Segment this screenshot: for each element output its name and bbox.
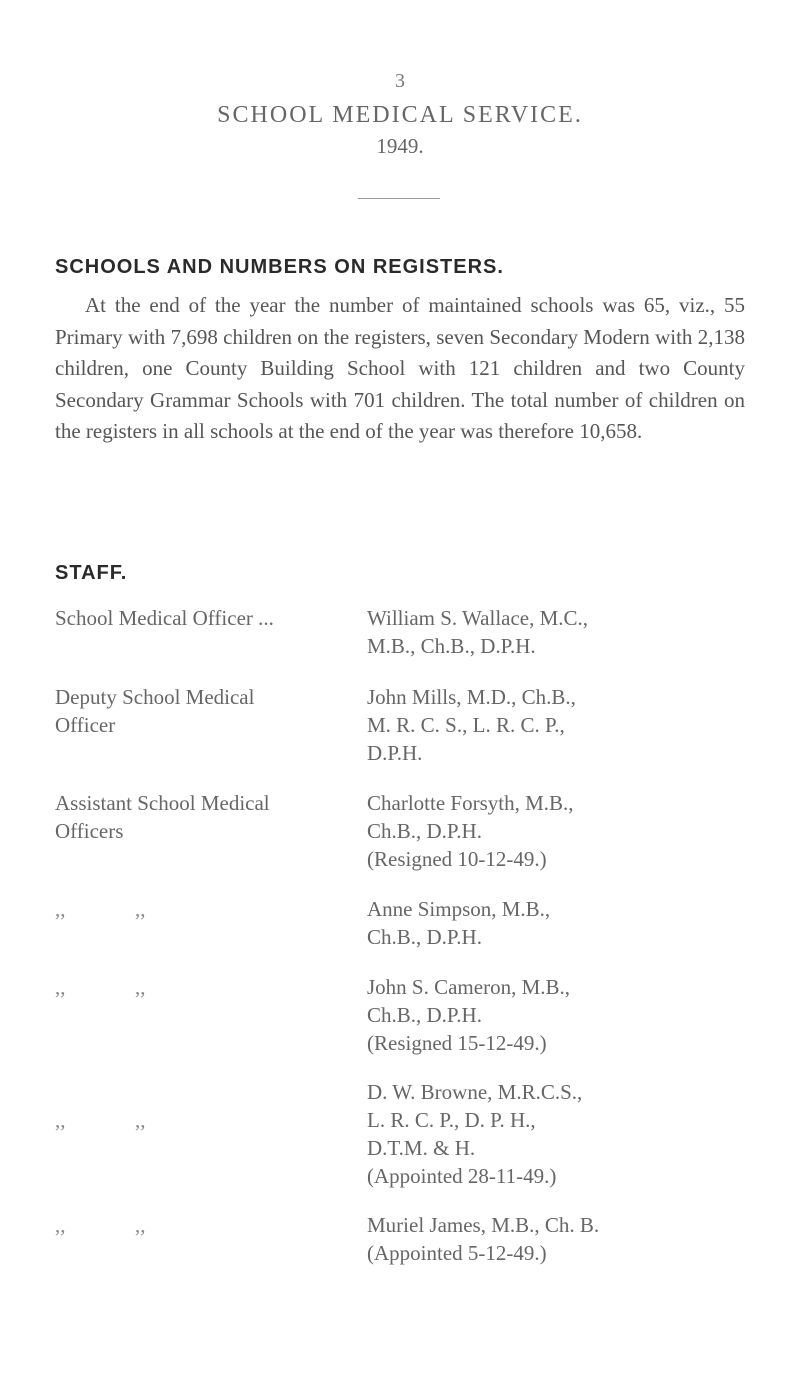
staff-entry-muriel-james: [55, 1211, 755, 1267]
staff-person: [367, 895, 755, 951]
title-divider: [358, 198, 440, 199]
staff-role: [55, 604, 367, 660]
name-line: M.B., Ch.B., D.P.H.: [367, 634, 536, 658]
name-line: D.P.H.: [367, 741, 423, 765]
role-line: Assistant School Medical: [55, 791, 270, 815]
role-line: School Medical Officer ...: [55, 606, 274, 630]
staff-entry-john-cameron: [55, 973, 755, 1057]
role-line: Deputy School Medical: [55, 685, 255, 709]
staff-role: [55, 1078, 367, 1190]
role-line: Officer: [55, 713, 116, 737]
staff-note: (Resigned 15-12-49.): [367, 1031, 547, 1055]
name-line: L. R. C. P., D. P. H.,: [367, 1108, 536, 1132]
ditto-mark: ,,: [135, 1213, 146, 1237]
name-line: Ch.B., D.P.H.: [367, 1003, 482, 1027]
name-line: John S. Cameron, M.B.,: [367, 975, 571, 999]
staff-person: [367, 683, 755, 767]
staff-person: [367, 1211, 755, 1267]
staff-note: (Resigned 10-12-49.): [367, 847, 547, 871]
ditto-mark: ,,: [135, 975, 146, 999]
page-number: 3: [395, 70, 405, 92]
schools-paragraph: At the end of the year the number of maintained schools was 65, viz., 55 Primary with 7,698 children on the registers, seven Secondary Modern with 2,138 children, one County Building School with 121 children and two County Secondary Grammar Schools with 701 children. The total number of children on the registers in all schools at the end of the year was therefore 10,658.: [55, 293, 745, 443]
document-year: 1949.: [376, 134, 424, 158]
staff-note: (Appointed 5-12-49.): [367, 1241, 547, 1265]
staff-entry-deputy-school-medical-officer: [55, 683, 755, 767]
name-line: William S. Wallace, M.C.,: [367, 606, 589, 630]
staff-note: (Appointed 28-11-49.): [367, 1164, 557, 1188]
staff-heading: STAFF.: [55, 562, 128, 584]
staff-entry-assistant-officers: [55, 789, 755, 873]
staff-entry-d-w-browne: [55, 1078, 755, 1190]
name-line: D.T.M. & H.: [367, 1136, 476, 1160]
staff-role: [55, 1211, 367, 1267]
ditto-mark: ,,: [55, 1213, 66, 1237]
document-title: SCHOOL MEDICAL SERVICE.: [217, 102, 583, 128]
name-line: Ch.B., D.P.H.: [367, 819, 482, 843]
name-line: M. R. C. S., L. R. C. P.,: [367, 713, 565, 737]
role-line: Officers: [55, 819, 124, 843]
ditto-marks: [55, 1106, 255, 1134]
staff-person: [367, 789, 755, 873]
staff-role: [55, 973, 367, 1057]
staff-person: [367, 973, 755, 1057]
schools-heading: SCHOOLS AND NUMBERS ON REGISTERS.: [55, 256, 504, 278]
ditto-marks: [55, 973, 255, 1001]
name-line: Ch.B., D.P.H.: [367, 925, 482, 949]
ditto-mark: ,,: [135, 1108, 146, 1132]
staff-entry-school-medical-officer: [55, 604, 755, 660]
ditto-mark: ,,: [135, 897, 146, 921]
name-line: Muriel James, M.B., Ch. B.: [367, 1213, 600, 1237]
staff-entry-anne-simpson: [55, 895, 755, 951]
ditto-mark: ,,: [55, 975, 66, 999]
name-line: Anne Simpson, M.B.,: [367, 897, 551, 921]
staff-list: [55, 604, 755, 1267]
name-line: D. W. Browne, M.R.C.S.,: [367, 1080, 583, 1104]
name-line: John Mills, M.D., Ch.B.,: [367, 685, 576, 709]
staff-role: [55, 789, 367, 873]
name-line: Charlotte Forsyth, M.B.,: [367, 791, 574, 815]
ditto-mark: ,,: [55, 1108, 66, 1132]
staff-person: [367, 604, 755, 660]
staff-role: [55, 683, 367, 767]
staff-role: [55, 895, 367, 951]
ditto-marks: [55, 1211, 255, 1239]
ditto-mark: ,,: [55, 897, 66, 921]
staff-person: [367, 1078, 755, 1190]
ditto-marks: [55, 895, 255, 923]
